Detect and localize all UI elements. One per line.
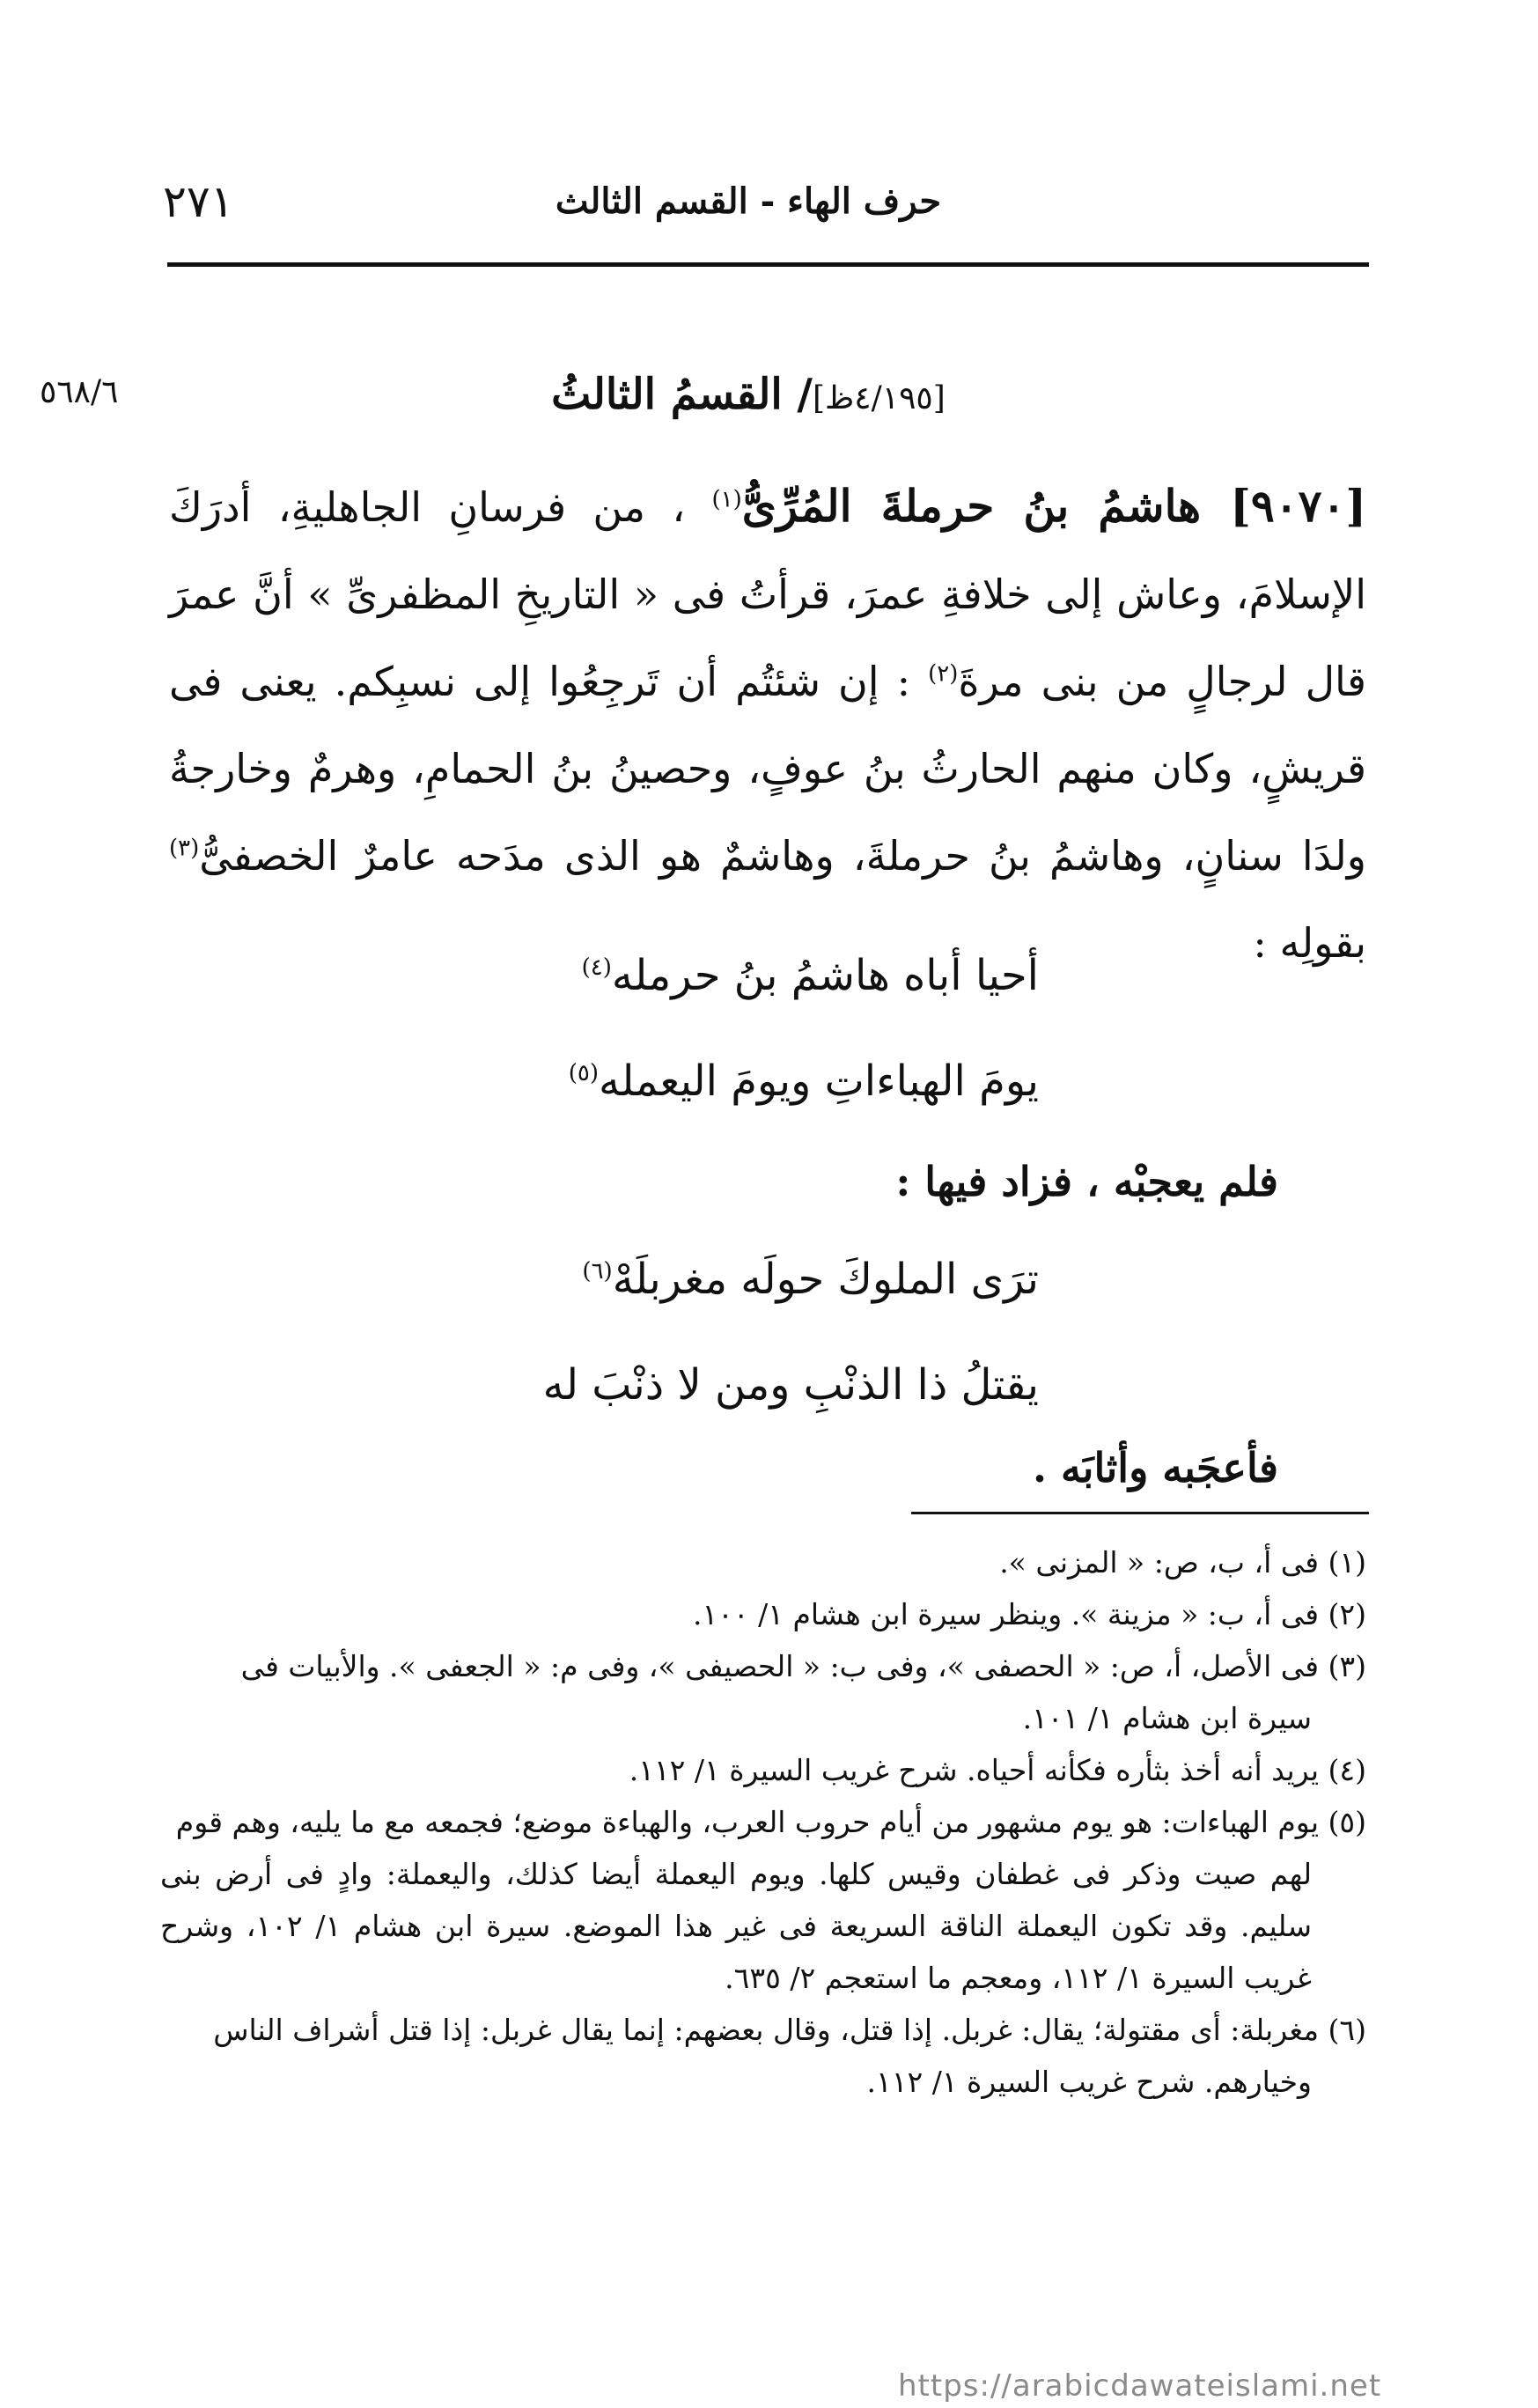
verse-line-2 — [493, 1057, 1039, 1106]
footnote-text: (٣) فى الأصل، أ، ص: « الحصفى »، وفى ب: « الحصيفى »، وفى م: « الجعفى ». والأبيات فى — [240, 1649, 1366, 1683]
page-number: ٢٧١ — [163, 176, 234, 227]
footnote-marker-3: (٣) — [169, 835, 200, 862]
verse-text: يقتلُ ذا الذنْبِ ومن لا ذنْبَ له — [542, 1360, 1039, 1410]
footnote-2 — [160, 1588, 1366, 1640]
manuscript-reference: [٤/١٩٥ظ] — [812, 380, 946, 416]
header-divider — [167, 262, 1369, 267]
entry-paragraph — [169, 462, 1366, 987]
footnote-marker-5: (٥) — [568, 1060, 600, 1086]
verse-line-1 — [493, 951, 1039, 1000]
footnotes — [160, 1536, 1366, 2108]
footnote-marker-2: (٢) — [928, 660, 959, 688]
footnote-text: (٥) يوم الهباءات: هو يوم مشهور من أيام حروب العرب، والهباءة موضع؛ فجمعه مع ما يليه، وهم قوم — [175, 1805, 1366, 1839]
footnote-text: (٤) يريد أنه أخذ بثأره فكأنه أحياه. شرح غريب السيرة ١/ ١١٢. — [629, 1753, 1366, 1787]
footnote-text: (٢) فى أ، ب: « مزينة ». وينظر سيرة ابن هشام ١/ ١٠٠. — [692, 1597, 1366, 1631]
footnote-divider — [911, 1512, 1369, 1514]
entry-text-a: ، من فرسانِ الجاهليةِ، أدرَكَ الإسلامَ، وعاش إلى خلافةِ عمرَ، قرأتُ فى « التاريخِ المظفرىِّ » أنَّ عمرَ قال لرجالٍ من بنى مرةَ — [169, 483, 1366, 705]
footnote-text: (٦) مغربلة: أى مقتولة؛ يقال: غربل. إذا قتل، وقال بعضهم: إنما يقال غربل: إذا قتل أشراف الناس — [213, 2013, 1366, 2047]
footnote-marker-6: (٦) — [582, 1258, 613, 1285]
verse-text: يومَ الهباءاتِ ويومَ اليعمله — [599, 1057, 1039, 1106]
entry-text-c: بقولِه : — [1253, 919, 1366, 967]
verse-line-4 — [493, 1360, 1039, 1410]
watermark-url: https://arabicdawateislami.net — [898, 2368, 1382, 2404]
footnote-continuation: وخيارهم. شرح غريب السيرة ١/ ١١٢. — [866, 2065, 1312, 2099]
footnote-continuation: لهم صيت وذكر فى غطفان وقيس كلها. ويوم اليعملة أيضا كذلك، واليعملة: وادٍ فى أرض بنى سليم. وقد تكون اليعملة الناقة السريعة فى غير هذا الموضع. سيرة ابن هشام ١/ ١٠٢، وشرح غريب السيرة ١/ ١١٢، ومعجم ما استعجم ٢/ ٦٣٥. — [160, 1857, 1312, 1995]
verse-line-3 — [493, 1255, 1039, 1304]
footnote-4 — [160, 1744, 1366, 1796]
footnote-5 — [160, 1796, 1366, 2004]
footnote-6 — [160, 2004, 1366, 2108]
verse-text: ترَى الملوكَ حولَه مغربلَهْ — [612, 1255, 1039, 1304]
margin-reference: ٥٦٨/٦ — [40, 374, 119, 410]
section-title: / القسمُ الثالثُ — [551, 370, 813, 419]
footnote-marker-4: (٤) — [581, 954, 612, 981]
narrative-line: فلم يعجبْه ، فزاد فيها : — [895, 1158, 1278, 1205]
footnote-1 — [160, 1536, 1366, 1588]
section-heading — [440, 370, 1056, 419]
footnote-continuation: سيرة ابن هشام ١/ ١٠١. — [1022, 1701, 1312, 1735]
entry-heading: [٩٠٧٠] هاشمُ بنُ حرملةَ المُرِّىُّ — [741, 480, 1367, 532]
closing-line: فأعجَبه وأثابَه . — [1032, 1444, 1278, 1491]
footnote-marker-1: (١) — [711, 486, 742, 513]
running-title: حرف الهاء - القسم الثالث — [555, 180, 942, 222]
entry-text-b: : إن شئتُم أن تَرجِعُوا إلى نسبِكم. يعنى فى قريشٍ، وكان منهم الحارثُ بنُ عوفٍ، وحصينُ بنُ الحمامِ، وهرمٌ وخارجةُ ولدَا سنانٍ، وهاشمُ بنُ حرملةَ، وهاشمٌ هو الذى مدَحه عامرٌ الخصفىُّ — [169, 658, 1366, 880]
footnote-text: (١) فى أ، ب، ص: « المزنى ». — [999, 1545, 1366, 1580]
footnote-3 — [160, 1640, 1366, 1744]
verse-text: أحيا أباه هاشمُ بنُ حرمله — [611, 951, 1039, 1000]
